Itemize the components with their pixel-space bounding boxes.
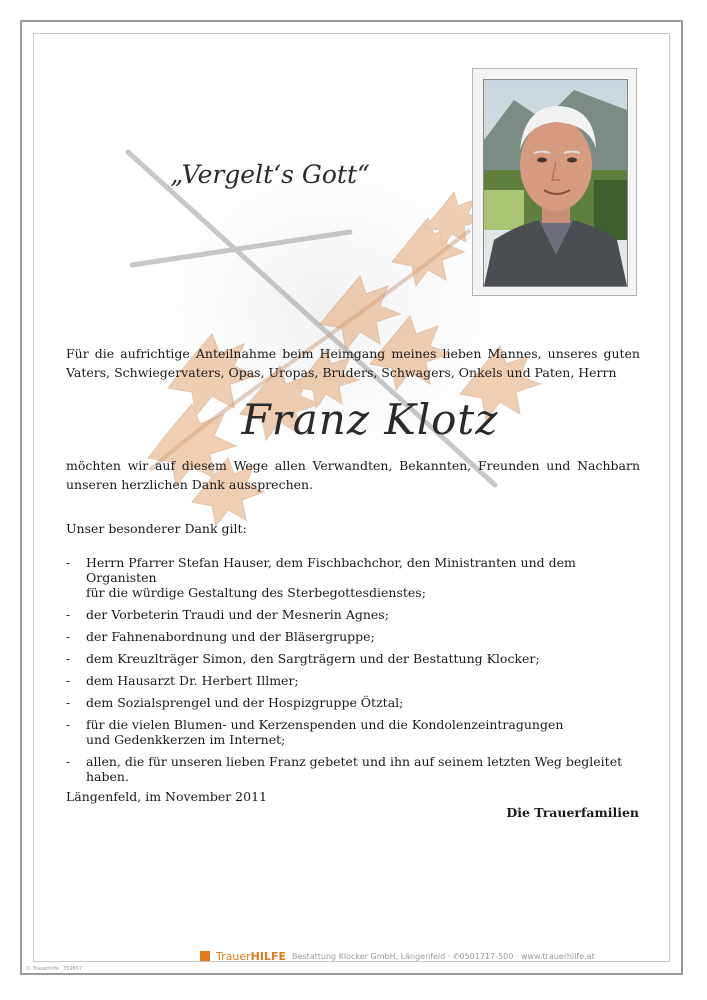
trauerhilfe-logo-icon <box>200 951 210 961</box>
list-item-line1: für die vielen Blumen- und Kerzenspenden und die Kondolenzeintragungen <box>86 717 564 732</box>
list-item: - für die vielen Blumen- und Kerzenspenden und die Kondolenzeintragungen und Gedenkkerzen im Internet; <box>66 717 640 747</box>
footer-logo[interactable] <box>216 950 286 963</box>
intro-paragraph: Für die aufrichtige Anteilnahme beim Heimgang meines lieben Mannes, unseres guten Vaters, Schwiegervaters, Opas, Uropas, Bruders, Schwagers, Onkels und Paten, Herrn <box>66 346 640 380</box>
special-thanks-heading: Unser besonderer Dank gilt: <box>66 521 247 536</box>
place-and-date: Längenfeld, im November 2011 <box>66 789 267 804</box>
portrait-frame <box>472 68 637 296</box>
list-item: - der Vorbeterin Traudi und der Mesnerin Agnes; <box>66 607 389 622</box>
list-item-line1: der Fahnenabordnung und der Bläsergruppe; <box>86 629 375 644</box>
footer <box>200 947 595 965</box>
logo-part1: Trauer <box>216 949 251 963</box>
list-item-line1: Herrn Pfarrer Stefan Hauser, dem Fischbachchor, den Ministranten und dem Organisten <box>86 555 576 585</box>
list-item: - dem Hausarzt Dr. Herbert Illmer; <box>66 673 299 688</box>
list-item-line1: allen, die für unseren lieben Franz gebetet und ihn auf seinem letzten Weg begleitet haben. <box>86 754 623 784</box>
list-item-line2: für die würdige Gestaltung des Sterbegottesdienstes; <box>86 585 426 600</box>
list-item-line2: und Gedenkkerzen im Internet; <box>86 732 286 747</box>
copyright-note: © Trauerhilfe _359657 <box>26 966 83 972</box>
list-item: - der Fahnenabordnung und der Bläsergruppe; <box>66 629 375 644</box>
footer-text: Bestattung Klocker GmbH, Längenfeld · ✆0501717-500 · www.trauerhilfe.at <box>291 951 595 961</box>
list-item: - dem Sozialsprengel und der Hospizgruppe Ötztal; <box>66 695 404 710</box>
deceased-name: Franz Klotz <box>241 395 499 444</box>
list-item-line1: der Vorbeterin Traudi und der Mesnerin Agnes; <box>86 607 389 622</box>
list-item: - allen, die für unseren lieben Franz gebetet und ihn auf seinem letzten Weg begleitet haben. <box>66 754 623 784</box>
thanks-list <box>66 555 640 791</box>
list-item: - dem Kreuzlträger Simon, den Sargträgern und der Bestattung Klocker; <box>66 651 540 666</box>
logo-part2: HILFE <box>250 949 286 963</box>
thanks-paragraph: möchten wir auf diesem Wege allen Verwandten, Bekannten, Freunden und Nachbarn unseren herzlichen Dank aussprechen. <box>66 458 640 492</box>
list-item-line1: dem Sozialsprengel und der Hospizgruppe Ötztal; <box>86 695 404 710</box>
list-item-line1: dem Kreuzlträger Simon, den Sargträgern und der Bestattung Klocker; <box>86 651 540 666</box>
list-item: - Herrn Pfarrer Stefan Hauser, dem Fischbachchor, den Ministranten und dem Organisten für die würdige Gestaltung des Sterbegottesdienstes; <box>66 555 640 600</box>
portrait-photo <box>483 79 628 287</box>
list-item-line1: dem Hausarzt Dr. Herbert Illmer; <box>86 673 299 688</box>
signoff: Die Trauerfamilien <box>506 805 639 820</box>
motto-heading: „Vergelt‘s Gott“ <box>170 160 370 189</box>
